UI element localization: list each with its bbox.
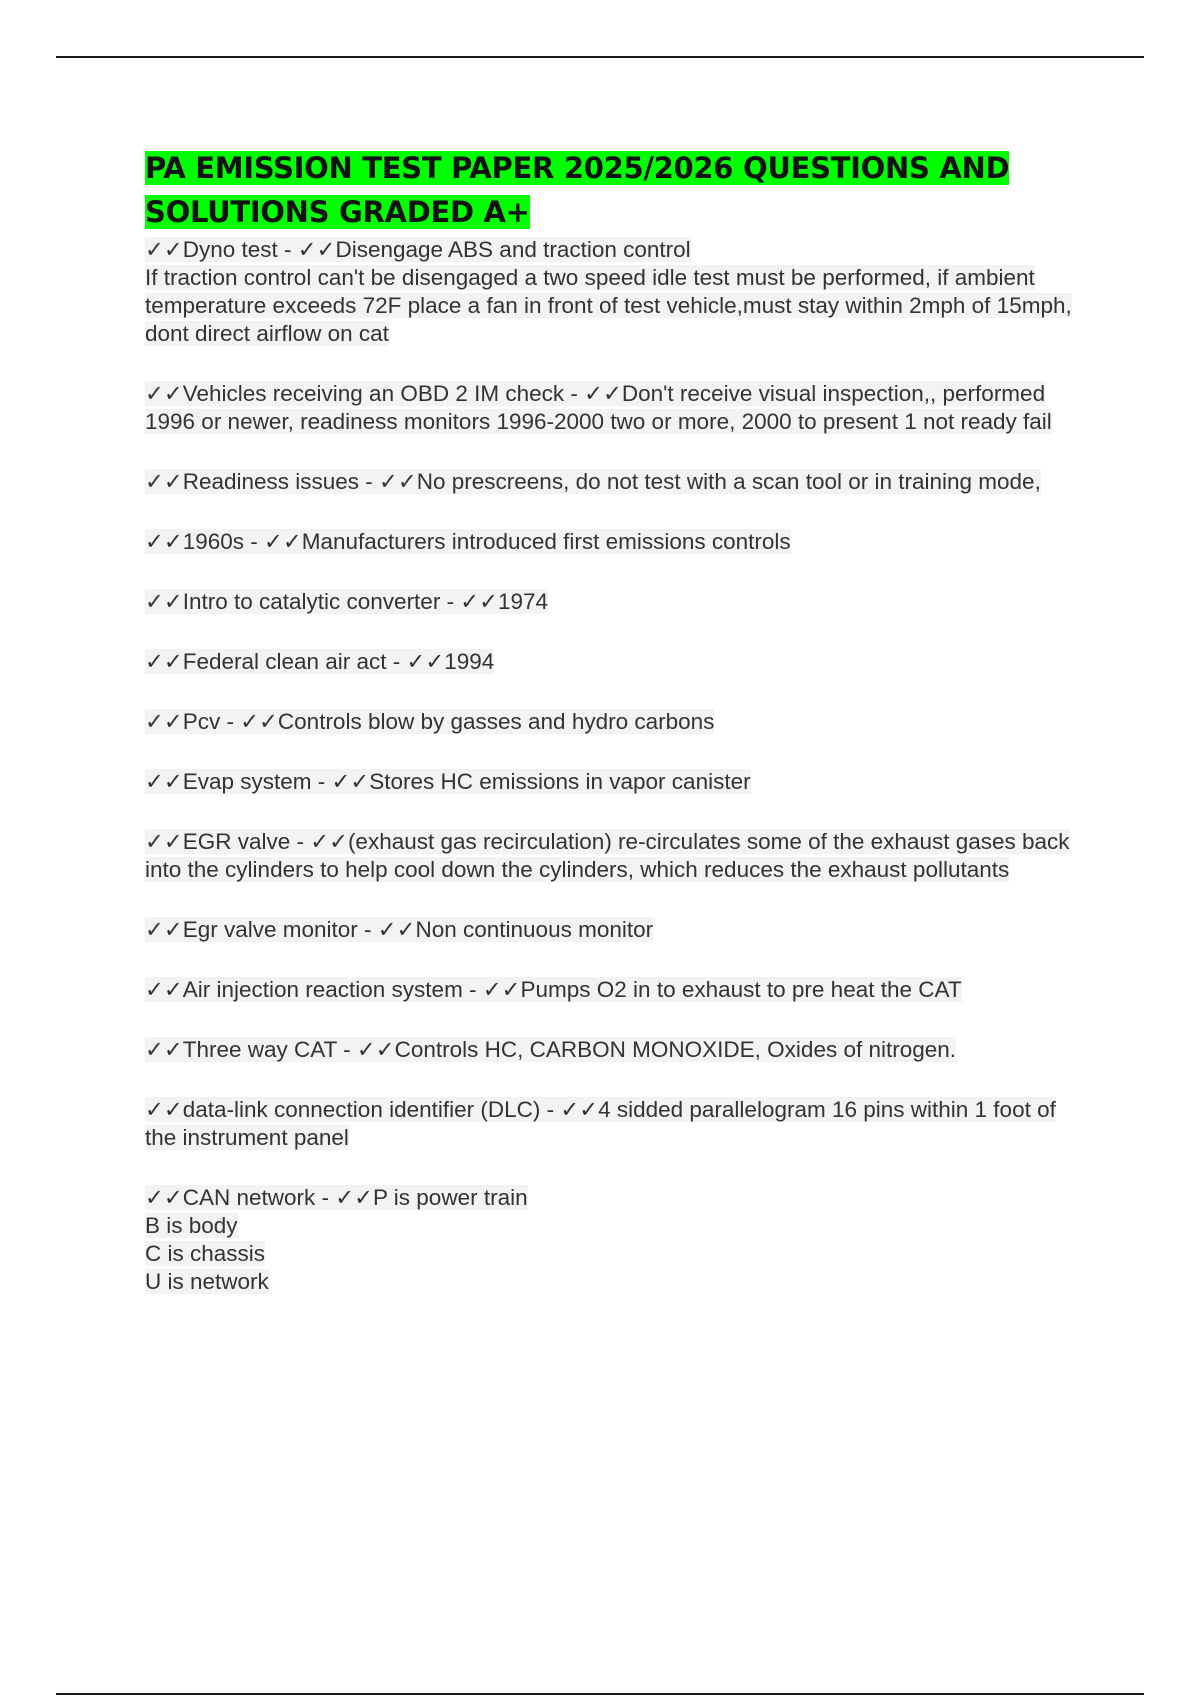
qa-entry-line: U is network [145,1269,269,1294]
qa-entry [145,380,1085,436]
qa-entry-highlight [145,1185,528,1294]
qa-entry-highlight [145,1097,1056,1150]
qa-entry-highlight [145,381,1052,434]
qa-entry-line: If traction control can't be disengaged a two speed idle test must be performed, if ambient temperature exceeds 72F place a fan in front of test vehicle,must stay within 2mph of 15mph, dont direct airflow on cat [145,265,1072,346]
qa-entry-text: ✓✓1960s - ✓✓Manufacturers introduced first emissions controls [145,529,791,554]
qa-entry-highlight [145,589,548,614]
qa-entry-text: ✓✓EGR valve - ✓✓(exhaust gas recirculation) re-circulates some of the exhaust gases back into the cylinders to help cool down the cylinders, which reduces the exhaust pollutants [145,829,1070,882]
qa-entry [145,468,1085,496]
qa-entry-highlight [145,469,1041,494]
qa-entry [145,1184,1085,1296]
qa-entry [145,708,1085,736]
qa-entry-text: ✓✓Federal clean air act - ✓✓1994 [145,649,495,674]
qa-entry [145,768,1085,796]
qa-entry [145,916,1085,944]
top-rule [56,56,1144,58]
qa-entry-highlight [145,649,494,674]
qa-entry-text: ✓✓Egr valve monitor - ✓✓Non continuous monitor [145,917,654,942]
qa-entry-text: ✓✓Evap system - ✓✓Stores HC emissions in vapor canister [145,769,751,794]
qa-entry-line: C is chassis [145,1241,266,1266]
qa-list [145,236,1085,1296]
qa-entry-highlight [145,529,791,554]
qa-entry-highlight [145,709,714,734]
qa-entry [145,588,1085,616]
qa-entry [145,976,1085,1004]
qa-entry-text: ✓✓Readiness issues - ✓✓No prescreens, do not test with a scan tool or in training mode, [145,469,1041,494]
qa-entry-highlight [145,977,962,1002]
qa-entry-text: ✓✓Vehicles receiving an OBD 2 IM check - ✓✓Don't receive visual inspection,, performed 1996 or newer, readiness monitors 1996-2000 two or more, 2000 to present 1 not ready fail [145,381,1052,434]
qa-entry-highlight [145,237,1072,346]
qa-entry [145,1036,1085,1064]
qa-entry-line: B is body [145,1213,238,1238]
qa-entry-highlight [145,917,653,942]
document-title-text: PA EMISSION TEST PAPER 2025/2026 QUESTIONS AND SOLUTIONS GRADED A+ [145,151,1010,229]
qa-entry-text: ✓✓CAN network - ✓✓P is power train [145,1185,528,1210]
qa-entry-text: ✓✓Three way CAT - ✓✓Controls HC, CARBON MONOXIDE, Oxides of nitrogen. [145,1037,957,1062]
qa-entry-text: ✓✓Pcv - ✓✓Controls blow by gasses and hydro carbons [145,709,715,734]
qa-entry [145,828,1085,884]
qa-entry [145,648,1085,676]
qa-entry-text: ✓✓Intro to catalytic converter - ✓✓1974 [145,589,549,614]
qa-entry [145,236,1085,348]
qa-entry-text: ✓✓Dyno test - ✓✓Disengage ABS and traction control [145,237,691,262]
document-body [145,146,1085,1328]
qa-entry [145,1096,1085,1152]
document-title [145,146,1085,234]
qa-entry-highlight [145,769,751,794]
qa-entry-highlight [145,1037,956,1062]
qa-entry-text: ✓✓Air injection reaction system - ✓✓Pumps O2 in to exhaust to pre heat the CAT [145,977,962,1002]
bottom-rule [56,1693,1144,1695]
qa-entry-text: ✓✓data-link connection identifier (DLC) - ✓✓4 sidded parallelogram 16 pins within 1 foot of the instrument panel [145,1097,1056,1150]
qa-entry [145,528,1085,556]
qa-entry-highlight [145,829,1070,882]
